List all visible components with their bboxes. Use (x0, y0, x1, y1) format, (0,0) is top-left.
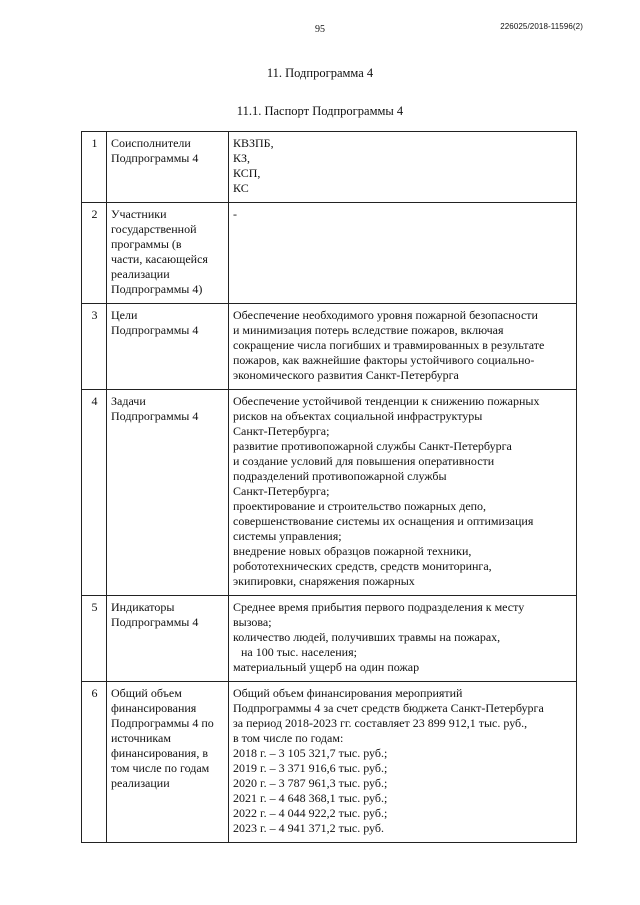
row-name-line: Подпрограммы 4 (111, 409, 199, 423)
row-content-cell (229, 203, 577, 304)
row-name-line: Подпрограммы 4 (111, 615, 199, 629)
row-name-line: Участники (111, 207, 167, 221)
row-name-line: источникам (111, 731, 171, 745)
passport-title: 11.1. Паспорт Подпрограммы 4 (236, 104, 404, 118)
table-row (82, 203, 577, 304)
row-name-line: Соисполнители (111, 136, 191, 150)
row-name-line: Задачи (111, 394, 146, 408)
row-name-line: реализации (111, 776, 170, 790)
row-content-line: и создание условий для повышения оперативности (233, 454, 495, 468)
row-content-line: КЗ, (233, 151, 251, 165)
row-name-cell (107, 203, 229, 304)
row-content-cell (229, 390, 577, 596)
row-content-line: совершенствование системы их оснащения и оптимизация (233, 514, 534, 528)
row-name-line: финансирования (111, 701, 197, 715)
row-content-cell (229, 682, 577, 843)
row-content-line: системы управления; (233, 529, 342, 543)
passport-table (81, 131, 577, 843)
table-row (82, 390, 577, 596)
row-content-cell (229, 132, 577, 203)
row-number: 1 (82, 132, 107, 203)
row-content-line: внедрение новых образцов пожарной техники, (233, 544, 472, 558)
row-name-line: Подпрограммы 4 (111, 151, 199, 165)
row-name-line: Подпрограммы 4 по (111, 716, 214, 730)
page-number: 95 (315, 24, 325, 35)
passport-table-body (82, 132, 577, 843)
row-number: 6 (82, 682, 107, 843)
row-content-line: Общий объем финансирования мероприятий (233, 686, 463, 700)
row-content-line: КВЗПБ, (233, 136, 274, 150)
row-content-line: - (233, 207, 237, 221)
row-name-line: программы (в (111, 237, 182, 251)
row-name-cell (107, 596, 229, 682)
row-content-line: экономического развития Санкт-Петербурга (233, 368, 459, 382)
table-row (82, 596, 577, 682)
row-content-line: проектирование и строительство пожарных депо, (233, 499, 487, 513)
row-name-line: части, касающейся (111, 252, 208, 266)
row-content-line: робототехнических средств, средств мониторинга, (233, 559, 492, 573)
table-row (82, 304, 577, 390)
row-content-line: 2020 г. – 3 787 961,3 тыс. руб.; (233, 776, 388, 790)
row-name-line: Цели (111, 308, 138, 322)
document-id: 226025/2018-11596(2) (500, 22, 583, 31)
row-name-cell (107, 304, 229, 390)
table-row (82, 682, 577, 843)
row-content-line: экипировки, снаряжения пожарных (233, 574, 415, 588)
row-content-line: количество людей, получивших травмы на пожарах, (233, 630, 501, 644)
row-content-line: подразделений противопожарной службы (233, 469, 447, 483)
row-name-line: финансирования, в (111, 746, 208, 760)
row-name-cell (107, 682, 229, 843)
row-content-line: Обеспечение необходимого уровня пожарной безопасности (233, 308, 538, 322)
row-content-line: вызова; (233, 615, 272, 629)
row-name-line: Индикаторы (111, 600, 175, 614)
row-name-line: Подпрограммы 4) (111, 282, 203, 296)
row-content-line: на 100 тыс. населения; (241, 645, 357, 659)
row-name-line: реализации (111, 267, 170, 281)
row-number: 5 (82, 596, 107, 682)
row-content-line: в том числе по годам: (233, 731, 344, 745)
table-row (82, 132, 577, 203)
row-content-line: 2018 г. – 3 105 321,7 тыс. руб.; (233, 746, 388, 760)
row-number: 2 (82, 203, 107, 304)
row-name-line: Подпрограммы 4 (111, 323, 199, 337)
row-name-line: том числе по годам (111, 761, 210, 775)
row-content-line: пожаров, как важнейшие факторы устойчивого социально- (233, 353, 535, 367)
row-content-line: Среднее время прибытия первого подразделения к месту (233, 600, 525, 614)
row-content-line: рисков на объектах социальной инфраструктуры (233, 409, 483, 423)
row-content-line: Обеспечение устойчивой тенденции к снижению пожарных (233, 394, 540, 408)
subprogram-title: 11. Подпрограмма 4 (266, 66, 374, 80)
row-content-line: Подпрограммы 4 за счет средств бюджета Санкт-Петербурга (233, 701, 544, 715)
row-content-cell (229, 304, 577, 390)
row-content-line: КСП, (233, 166, 261, 180)
row-content-line: сокращение числа погибших и травмированных в результате (233, 338, 545, 352)
row-name-cell (107, 390, 229, 596)
row-content-line: 2021 г. – 4 648 368,1 тыс. руб.; (233, 791, 388, 805)
row-content-line: развитие противопожарной службы Санкт-Петербурга (233, 439, 512, 453)
row-name-line: Общий объем (111, 686, 182, 700)
row-content-line: Санкт-Петербурга; (233, 424, 330, 438)
row-content-line: 2019 г. – 3 371 916,6 тыс. руб.; (233, 761, 388, 775)
row-number: 3 (82, 304, 107, 390)
row-content-line: и минимизация потерь вследствие пожаров, включая (233, 323, 504, 337)
row-content-line: КС (233, 181, 249, 195)
row-content-line: материальный ущерб на один пожар (233, 660, 420, 674)
row-content-cell (229, 596, 577, 682)
row-content-line: за период 2018-2023 гг. составляет 23 899 912,1 тыс. руб., (233, 716, 528, 730)
row-content-line: 2022 г. – 4 044 922,2 тыс. руб.; (233, 806, 388, 820)
row-content-line: 2023 г. – 4 941 371,2 тыс. руб. (233, 821, 384, 835)
row-number: 4 (82, 390, 107, 596)
row-name-line: государственной (111, 222, 197, 236)
row-content-line: Санкт-Петербурга; (233, 484, 330, 498)
row-name-cell (107, 132, 229, 203)
